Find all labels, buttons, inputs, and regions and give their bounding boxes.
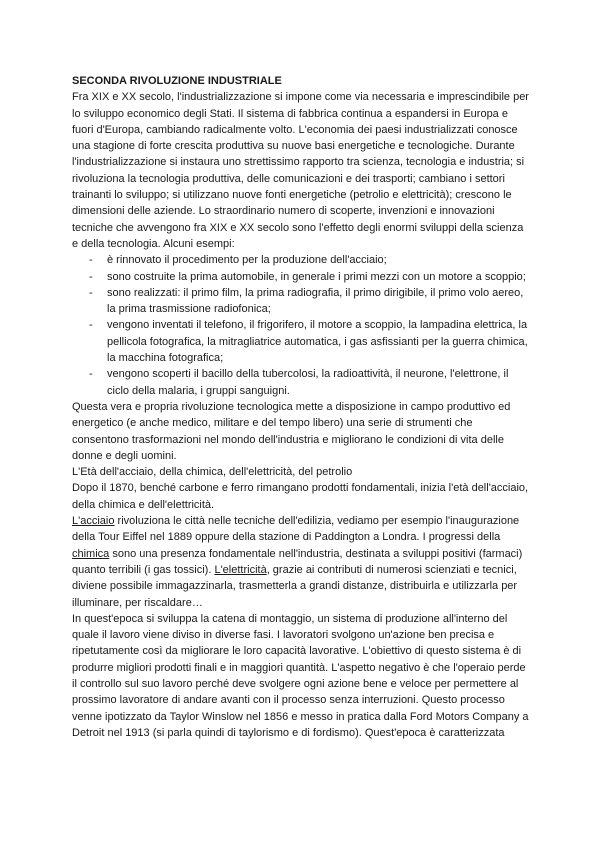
list-item: - vengono scoperti il bacillo della tubercolosi, la radioattività, il neurone, l'elettrone, il ciclo della malaria, i gruppi sanguigni. [72, 366, 532, 399]
list-item: - è rinnovato il procedimento per la produzione dell'acciaio; [72, 252, 532, 268]
examples-list [72, 252, 532, 399]
section-subheading: L'Età dell'acciaio, della chimica, dell'elettricità, del petrolio [72, 466, 353, 479]
steel-age-paragraph: Dopo il 1870, benché carbone e ferro rimangano prodotti fondamentali, inizia l'età dell'acciaio, della chimica e dell'elettricità. [72, 482, 529, 511]
list-item: - vengono inventati il telefono, il frigorifero, il motore a scoppio, la lampadina elettrica, la pellicola fotografica, la mitragliatrice automatica, i gas asfissianti per la guerra chimica, la macchina fotografica; [72, 317, 532, 366]
elettricita-link[interactable]: L'elettricità [214, 563, 267, 576]
list-item: - sono realizzati: il primo film, la prima radiografia, il primo dirigibile, il primo volo aereo, la prima trasmissione radiofonica; [72, 285, 532, 318]
materials-text-2: sono una presenza fondamentale nell'industria, destinata a sviluppi positivi (farmaci) quanto terribili (i gas tossici). [72, 547, 523, 576]
assembly-line-paragraph: In quest'epoca si sviluppa la catena di montaggio, un sistema di produzione all'interno del quale il lavoro viene diviso in diverse fasi. I lavoratori svolgono un'azione ben precisa e ripetutamente così da migliorare le loro capacità lavorative. L'obiettivo di questo sistema è di produrre migliori prodotti finali e in maggiori quantità. L'aspetto negativo è che l'operaio perde il controllo sul suo lavoro perché deve svolgere ogni azione bene e veloce per permettere al prossimo lavoratore di andare avanti con il processo senza interruzioni. Questo processo venne ipotizzato da Taylor Winslow nel 1856 e messo in pratica dalla Ford Motors Company a Detroit nel 1913 (si parla quindi di taylorismo e di fordismo). Quest'epoca è caratterizzata [72, 612, 529, 739]
chimica-link[interactable]: chimica [72, 547, 110, 560]
revolution-paragraph: Questa vera e propria rivoluzione tecnologica mette a disposizione in campo produttivo ed energetico (e anche medico, militare e del tempo libero) una serie di strumenti che consentono trasformazioni nel mondo dell'industria e migliorano le condizioni di vita delle donne e degli uomini. [72, 400, 511, 462]
document-title: SECONDA RIVOLUZIONE INDUSTRIALE [72, 75, 282, 87]
materials-text-1: rivoluziona le città nelle tecniche dell'edilizia, vediamo per esempio l'inaugurazione della Tour Eiffel nel 1889 oppure della stazione di Paddington a Londra. I progressi della [72, 515, 520, 544]
intro-paragraph: Fra XIX e XX secolo, l'industrializzazione si impone come via necessaria e imprescindibile per lo sviluppo economico degli Stati. Il sistema di fabbrica continua a espandersi in Europa e fuori d'Europa, cambiando radicalmente volto. L'economia dei paesi industrializzati conosce una stagione di forte crescita produttiva su nuove basi energetiche e tecnologiche. Durante l'industrializzazione si instaura uno strettissimo rapporto tra scienza, tecnologia e industria; si rivoluziona la tecnologia produttiva, delle comunicazioni e dei trasporti; cambiano i settori trainanti lo sviluppo; si utilizzano nuove fonti energetiche (petrolio e elettricità); crescono le dimensioni delle aziende. Lo straordinario numero di scoperte, invenzioni e innovazioni tecniche che avvengono fra XIX e XX secolo sono l'effetto degli enormi sviluppi della scienza e della tecnologia. Alcuni esempi: [72, 91, 529, 250]
materials-text-3: , grazie ai contributi di numerosi scienziati e tecnici, diviene possibile immagazzinarla, trasmetterla a grandi distanze, distribuirla e utilizzarla per illuminare, per riscaldare… [72, 563, 518, 609]
acciaio-link[interactable]: L'acciaio [72, 515, 115, 528]
document-page [72, 73, 532, 741]
list-item: - sono costruite la prima automobile, in generale i primi mezzi con un motore a scoppio; [72, 269, 532, 285]
materials-paragraph [72, 513, 532, 611]
